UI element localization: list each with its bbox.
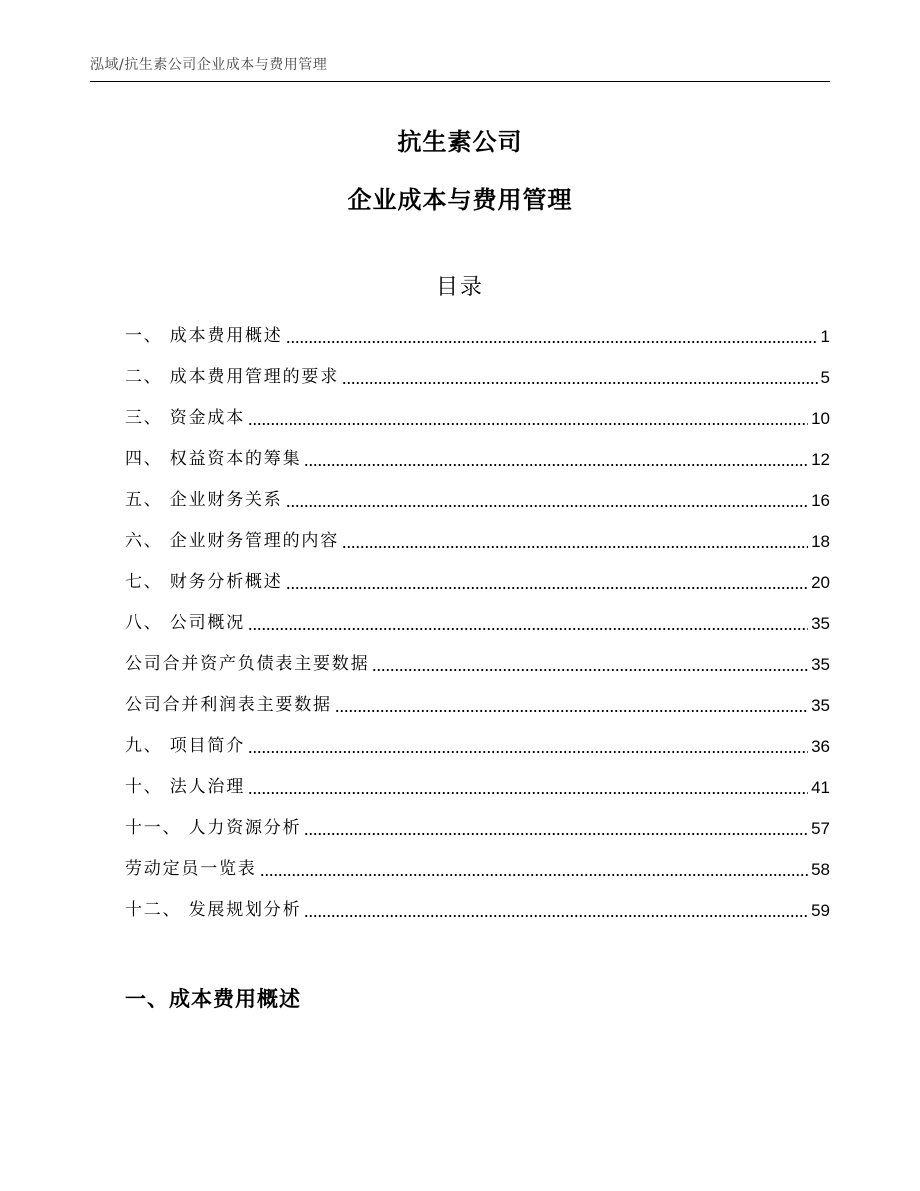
toc-entry-page-number: 58	[811, 860, 830, 879]
toc-dot-leader	[286, 341, 818, 343]
toc-entry-label: 劳动定员一览表	[125, 859, 257, 879]
toc-entry[interactable]	[125, 890, 830, 931]
toc-heading: 目录	[435, 275, 484, 300]
toc-dot-leader	[248, 628, 808, 630]
toc-entry-page-number: 12	[811, 450, 830, 469]
toc-entry-label: 七、 财务分析概述	[125, 572, 283, 592]
toc-dot-leader	[342, 546, 808, 548]
running-header: 泓域/抗生素公司企业成本与费用管理	[90, 57, 328, 73]
toc-entry-page-number: 36	[811, 737, 830, 756]
toc-entry[interactable]	[125, 521, 830, 562]
toc-entry[interactable]	[125, 644, 830, 685]
toc-entry[interactable]	[125, 439, 830, 480]
toc-dot-leader	[260, 874, 808, 876]
toc-entry-page-number: 1	[820, 327, 830, 346]
toc-entry-page-number: 35	[811, 696, 830, 715]
toc-dot-leader	[286, 587, 808, 589]
toc-dot-leader	[342, 382, 818, 384]
toc-entry[interactable]	[125, 603, 830, 644]
document-title-subject: 企业成本与费用管理	[347, 186, 573, 214]
toc-entry-label: 公司合并资产负债表主要数据	[125, 654, 370, 674]
toc-entry-page-number: 20	[811, 573, 830, 592]
toc-entry-label: 六、 企业财务管理的内容	[125, 531, 340, 551]
toc-entry[interactable]	[125, 767, 830, 808]
toc-entry-label: 十一、 人力资源分析	[125, 818, 302, 838]
toc-entry[interactable]	[125, 316, 830, 357]
section-heading: 一、成本费用概述	[125, 987, 301, 1011]
toc-entry[interactable]	[125, 357, 830, 398]
document-title-company: 抗生素公司	[397, 128, 523, 156]
toc-entry[interactable]	[125, 480, 830, 521]
toc-entry[interactable]	[125, 726, 830, 767]
toc-entry-label: 十二、 发展规划分析	[125, 900, 302, 920]
header-rule	[90, 81, 830, 82]
toc-dot-leader	[335, 710, 808, 712]
toc-entry[interactable]	[125, 685, 830, 726]
toc-entry[interactable]	[125, 562, 830, 603]
toc-entry-page-number: 57	[811, 819, 830, 838]
toc-entry-page-number: 16	[811, 491, 830, 510]
toc-entry-label: 二、 成本费用管理的要求	[125, 367, 340, 387]
toc-entry-label: 十、 法人治理	[125, 777, 246, 797]
toc-dot-leader	[304, 833, 808, 835]
table-of-contents	[125, 316, 830, 931]
toc-entry-label: 一、 成本费用概述	[125, 326, 283, 346]
toc-entry-page-number: 18	[811, 532, 830, 551]
toc-entry[interactable]	[125, 808, 830, 849]
toc-entry-label: 八、 公司概况	[125, 613, 246, 633]
toc-dot-leader	[248, 751, 808, 753]
toc-entry-label: 三、 资金成本	[125, 408, 246, 428]
toc-entry-page-number: 59	[811, 901, 830, 920]
toc-dot-leader	[248, 423, 808, 425]
toc-entry-label: 四、 权益资本的筹集	[125, 449, 302, 469]
toc-entry-page-number: 35	[811, 655, 830, 674]
toc-entry-label: 九、 项目简介	[125, 736, 246, 756]
toc-entry-page-number: 5	[820, 368, 830, 387]
toc-entry-label: 五、 企业财务关系	[125, 490, 283, 510]
toc-dot-leader	[372, 669, 808, 671]
toc-entry-page-number: 35	[811, 614, 830, 633]
toc-entry[interactable]	[125, 398, 830, 439]
toc-dot-leader	[248, 792, 808, 794]
toc-dot-leader	[304, 915, 808, 917]
toc-entry[interactable]	[125, 849, 830, 890]
toc-dot-leader	[286, 505, 808, 507]
toc-dot-leader	[304, 464, 808, 466]
toc-entry-page-number: 41	[811, 778, 830, 797]
toc-entry-page-number: 10	[811, 409, 830, 428]
toc-entry-label: 公司合并利润表主要数据	[125, 695, 332, 715]
